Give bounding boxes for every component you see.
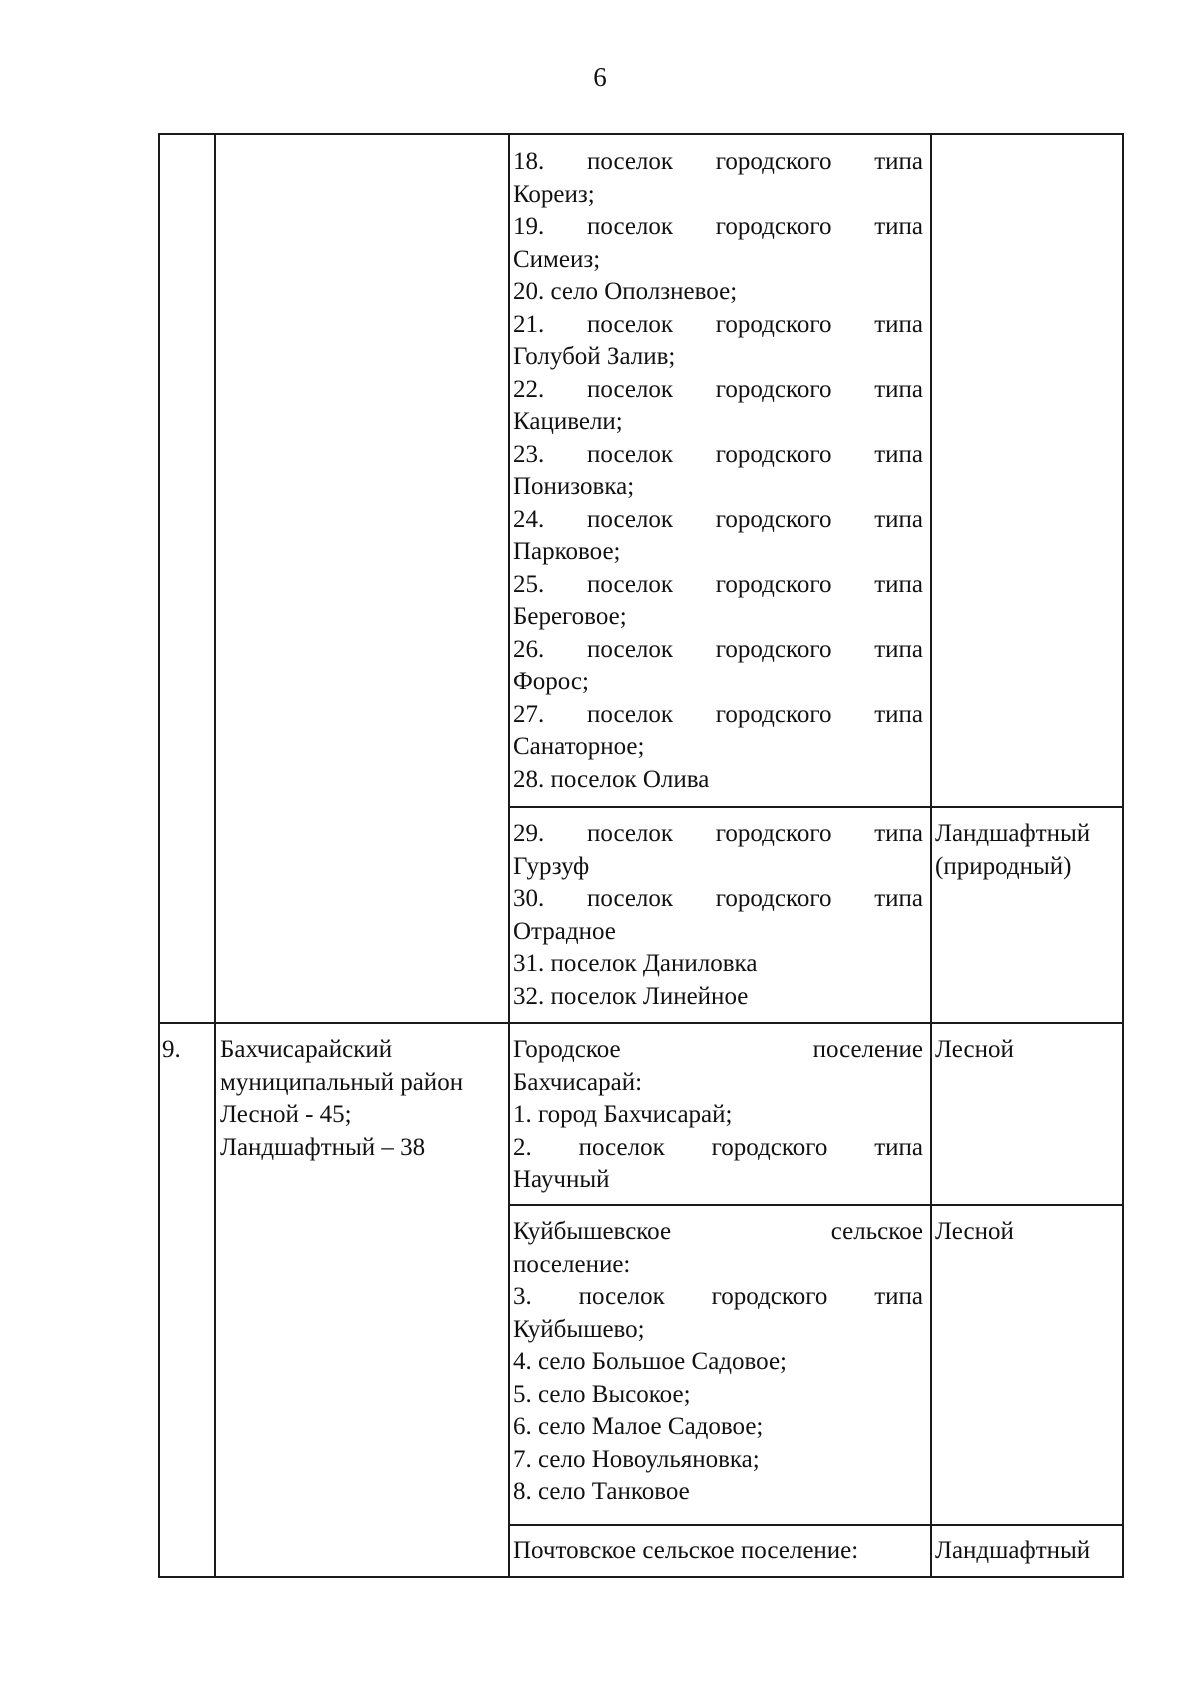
list-item: 20. село Оползневое; — [513, 278, 738, 305]
list-item-cont: Голубой Залив; — [513, 343, 676, 370]
list-item-cont: Понизовка; — [513, 473, 635, 500]
list-item-cont: Форос; — [513, 668, 589, 695]
park-type-a: Лесной — [935, 1036, 1014, 1063]
list-item: 29. поселок городского типа — [513, 820, 923, 847]
list-item: 32. поселок Линейное — [513, 982, 749, 1010]
list-item: 18. поселок городского типа — [513, 148, 923, 175]
list-item: 25. поселок городского типа — [513, 570, 923, 598]
list-item-cont: Симеиз; — [513, 245, 601, 273]
list-item-cont: Гурзуф — [513, 852, 590, 880]
list-item-cont: Кацивели; — [513, 408, 623, 435]
settlement-group-c: Почтовское сельское поселение: — [513, 1537, 859, 1564]
list-item: 28. поселок Олива — [513, 765, 710, 793]
list-item-cont: Береговое; — [513, 603, 627, 630]
settlement-group-a: Городское поселение Бахчисарай: 1. город Бахчисарай; 2. поселок городского типа Научный — [513, 1036, 923, 1193]
list-item: 27. поселок городского типа — [513, 700, 923, 728]
settlements-list-b — [513, 818, 923, 1013]
row-number: 9. — [162, 1036, 181, 1063]
list-item: 23. поселок городского типа — [513, 440, 923, 468]
list-item: 22. поселок городского типа — [513, 375, 923, 403]
park-type-c: Ландшафтный — [935, 1537, 1091, 1564]
district-name: Бахчисарайский муниципальный район Лесной - 45; Ландшафтный – 38 — [220, 1036, 464, 1161]
list-item: 19. поселок городского типа — [513, 213, 923, 240]
settlements-list-a — [513, 146, 923, 796]
list-item: 31. поселок Даниловка — [513, 950, 758, 977]
list-item-cont: Санаторное; — [513, 733, 645, 760]
list-item-cont: Кореиз; — [513, 180, 595, 208]
park-type-b2: Лесной — [935, 1218, 1014, 1245]
page-number: 6 — [593, 62, 607, 92]
list-item: 26. поселок городского типа — [513, 635, 923, 663]
list-item: 30. поселок городского типа — [513, 885, 923, 912]
list-item-cont: Парковое; — [513, 538, 621, 565]
list-item-cont: Отрадное — [513, 917, 616, 945]
settlement-group-b: Куйбышевское сельское поселение: 3. поселок городского типа Куйбышево; 4. село Большое Садовое; 5. село Высокое; 6. село Малое Садовое; 7. село Новоульяновка; 8. село Танковое — [513, 1218, 923, 1505]
list-item: 24. поселок городского типа — [513, 505, 923, 533]
park-type-b: Ландшафтный (природный) — [935, 820, 1091, 880]
list-item: 21. поселок городского типа — [513, 310, 923, 338]
